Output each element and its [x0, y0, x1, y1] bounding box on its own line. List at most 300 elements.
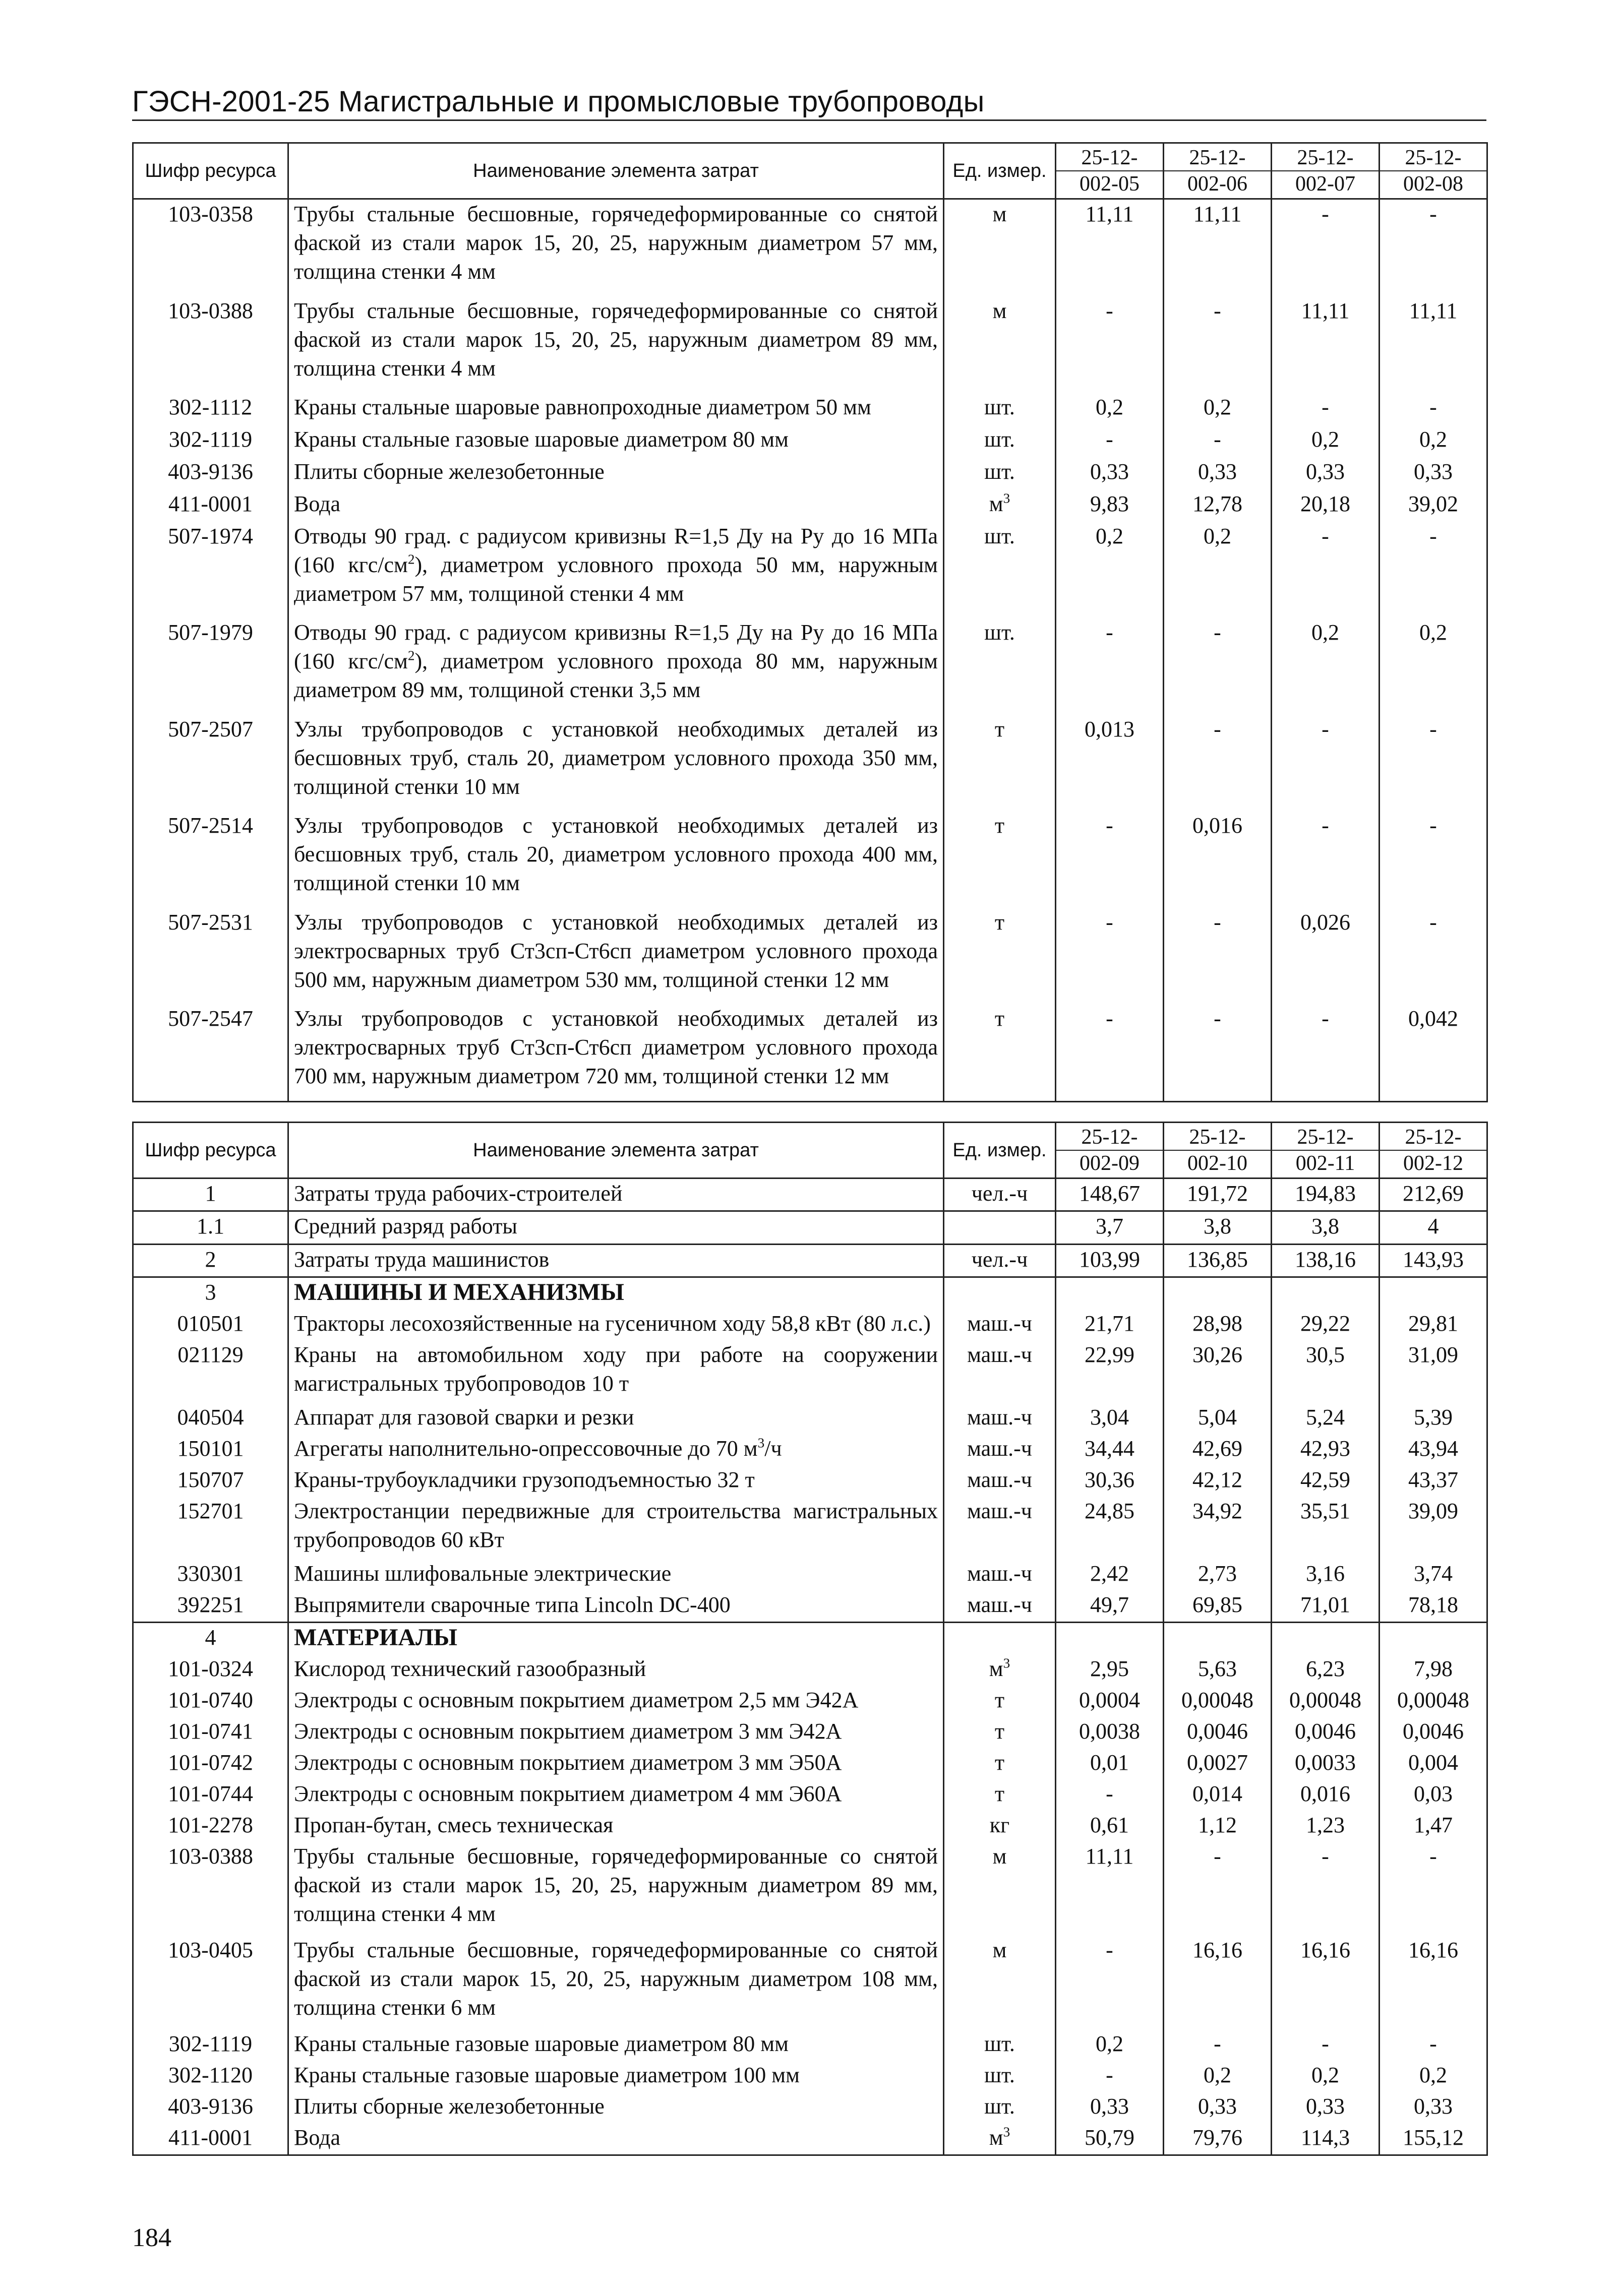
- value-cell: 0,0033: [1272, 1748, 1380, 1779]
- value-cell: -: [1380, 811, 1487, 908]
- value-cell: 16,16: [1164, 1936, 1272, 2029]
- value-cell: -: [1164, 1842, 1272, 1936]
- section-row: [133, 1277, 1487, 1309]
- header-col-07: 25-12- 002-07: [1272, 143, 1380, 199]
- cost-element-name: Трубы стальные бесшовные, горячедеформированные со снятой фаской из стали марок 15, 20, 25, наружным диаметром 108 мм, толщина стенки 6 мм: [288, 1936, 944, 2029]
- table-row: [133, 1811, 1487, 1842]
- value-cell: -: [1056, 1779, 1164, 1811]
- table-body-2: [133, 1178, 1487, 2155]
- unit: маш.-ч: [944, 1559, 1056, 1590]
- table-row: [133, 908, 1487, 1005]
- unit: [944, 1622, 1056, 1654]
- unit: маш.-ч: [944, 1465, 1056, 1497]
- unit: [944, 1277, 1056, 1309]
- value-cell: 6,23: [1272, 1654, 1380, 1686]
- cost-element-name: Машины шлифовальные электрические: [288, 1559, 944, 1590]
- resource-code: 101-0324: [133, 1654, 288, 1686]
- value-cell: 0,33: [1380, 2092, 1487, 2123]
- value-cell: -: [1164, 715, 1272, 812]
- value-cell: 0,026: [1272, 908, 1380, 1005]
- value-cell: -: [1056, 2061, 1164, 2092]
- unit: шт.: [944, 618, 1056, 715]
- table-row: [133, 1654, 1487, 1686]
- value-cell: -: [1056, 1936, 1164, 2029]
- value-cell: -: [1164, 1004, 1272, 1101]
- cost-element-name: Пропан-бутан, смесь техническая: [288, 1811, 944, 1842]
- cost-element-name: МАШИНЫ И МЕХАНИЗМЫ: [288, 1277, 944, 1309]
- value-cell: 42,12: [1164, 1465, 1272, 1497]
- cost-element-name: Вода: [288, 489, 944, 522]
- section-row: [133, 1622, 1487, 1654]
- value-cell: 2,95: [1056, 1654, 1164, 1686]
- table-header-row: [133, 143, 1487, 199]
- value-cell: 34,44: [1056, 1434, 1164, 1465]
- table-row: [133, 1559, 1487, 1590]
- value-cell: 0,33: [1272, 2092, 1380, 2123]
- value-cell: 50,79: [1056, 2123, 1164, 2154]
- value-cell: 1,12: [1164, 1811, 1272, 1842]
- cost-element-name: Узлы трубопроводов с установкой необходимых деталей из бесшовных труб, сталь 20, диаметром условного прохода 400 мм, толщиной стенки 10 мм: [288, 811, 944, 908]
- resource-code: 101-0741: [133, 1717, 288, 1748]
- value-cell: 155,12: [1380, 2123, 1487, 2154]
- value-cell: [1380, 1622, 1487, 1654]
- value-cell: -: [1164, 296, 1272, 393]
- value-cell: -: [1164, 2029, 1272, 2061]
- resource-code: 021129: [133, 1340, 288, 1403]
- cost-element-name: Вода: [288, 2123, 944, 2154]
- unit: т: [944, 1686, 1056, 1717]
- value-cell: 30,5: [1272, 1340, 1380, 1403]
- resource-code: 302-1112: [133, 393, 288, 425]
- table-row: [133, 1748, 1487, 1779]
- resource-code: 1.1: [133, 1211, 288, 1244]
- value-cell: 31,09: [1380, 1340, 1487, 1403]
- table-row: [133, 1590, 1487, 1623]
- resource-code: 150707: [133, 1465, 288, 1497]
- value-cell: 0,016: [1272, 1779, 1380, 1811]
- table-row: [133, 1779, 1487, 1811]
- resource-code: 152701: [133, 1497, 288, 1559]
- resource-code: 392251: [133, 1590, 288, 1623]
- value-cell: 28,98: [1164, 1309, 1272, 1340]
- value-cell: -: [1272, 393, 1380, 425]
- table-row: [133, 811, 1487, 908]
- cost-element-name: Краны стальные газовые шаровые диаметром 80 мм: [288, 2029, 944, 2061]
- value-cell: 16,16: [1380, 1936, 1487, 2029]
- value-cell: 0,61: [1056, 1811, 1164, 1842]
- value-cell: -: [1056, 908, 1164, 1005]
- value-cell: -: [1380, 1842, 1487, 1936]
- value-cell: 79,76: [1164, 2123, 1272, 2154]
- resource-code: 507-2507: [133, 715, 288, 812]
- unit: т: [944, 908, 1056, 1005]
- table-row: [133, 393, 1487, 425]
- value-cell: 12,78: [1164, 489, 1272, 522]
- unit: т: [944, 1779, 1056, 1811]
- value-cell: 0,2: [1272, 618, 1380, 715]
- resource-code: 2: [133, 1244, 288, 1277]
- resource-code: 411-0001: [133, 489, 288, 522]
- cost-table-2: [132, 1122, 1488, 2156]
- value-cell: 0,042: [1380, 1004, 1487, 1101]
- cost-element-name: Краны на автомобильном ходу при работе на сооружении магистральных трубопроводов 10 т: [288, 1340, 944, 1403]
- cost-element-name: Затраты труда машинистов: [288, 1244, 944, 1277]
- unit: $м^3$: [944, 2123, 1056, 2154]
- value-cell: [1056, 1622, 1164, 1654]
- table-body-1: [133, 199, 1487, 1102]
- cost-element-name: Узлы трубопроводов с установкой необходимых деталей из бесшовных труб, сталь 20, диаметром условного прохода 350 мм, толщиной стенки 10 мм: [288, 715, 944, 812]
- cost-element-name: Аппарат для газовой сварки и резки: [288, 1403, 944, 1434]
- value-cell: 0,0046: [1272, 1717, 1380, 1748]
- value-cell: 148,67: [1056, 1178, 1164, 1211]
- resource-code: 101-0740: [133, 1686, 288, 1717]
- resource-code: 302-1120: [133, 2061, 288, 2092]
- value-cell: 5,39: [1380, 1403, 1487, 1434]
- value-cell: 11,11: [1056, 199, 1164, 296]
- cost-element-name: Плиты сборные железобетонные: [288, 2092, 944, 2123]
- unit: чел.-ч: [944, 1244, 1056, 1277]
- value-cell: 0,0027: [1164, 1748, 1272, 1779]
- value-cell: [1272, 1277, 1380, 1309]
- value-cell: 2,73: [1164, 1559, 1272, 1590]
- value-cell: 3,16: [1272, 1559, 1380, 1590]
- resource-code: 507-2514: [133, 811, 288, 908]
- table-row: [133, 2061, 1487, 2092]
- table-row: [133, 1936, 1487, 2029]
- unit: маш.-ч: [944, 1590, 1056, 1623]
- resource-code: 330301: [133, 1559, 288, 1590]
- value-cell: -: [1056, 618, 1164, 715]
- resource-code: 040504: [133, 1403, 288, 1434]
- unit: м: [944, 296, 1056, 393]
- value-cell: -: [1380, 715, 1487, 812]
- unit: м: [944, 1936, 1056, 2029]
- value-cell: 143,93: [1380, 1244, 1487, 1277]
- value-cell: -: [1056, 811, 1164, 908]
- value-cell: 21,71: [1056, 1309, 1164, 1340]
- table-filler-row: [133, 2154, 1487, 2155]
- resource-code: 103-0388: [133, 296, 288, 393]
- header-name: Наименование элемента затрат: [288, 1123, 944, 1178]
- header-unit: Ед. измер.: [944, 1123, 1056, 1178]
- resource-code: 3: [133, 1277, 288, 1309]
- cost-element-name: Тракторы лесохозяйственные на гусеничном ходу 58,8 кВт (80 л.с.): [288, 1309, 944, 1340]
- value-cell: 1,47: [1380, 1811, 1487, 1842]
- value-cell: 5,24: [1272, 1403, 1380, 1434]
- value-cell: 39,09: [1380, 1497, 1487, 1559]
- table-row: [133, 199, 1487, 296]
- cost-element-name: Трубы стальные бесшовные, горячедеформированные со снятой фаской из стали марок 15, 20, 25, наружным диаметром 89 мм, толщина стенки 4 мм: [288, 1842, 944, 1936]
- unit: шт.: [944, 457, 1056, 489]
- value-cell: 34,92: [1164, 1497, 1272, 1559]
- cost-element-name: Краны стальные шаровые равнопроходные диаметром 50 мм: [288, 393, 944, 425]
- resource-code: 103-0358: [133, 199, 288, 296]
- value-cell: 20,18: [1272, 489, 1380, 522]
- value-cell: 42,59: [1272, 1465, 1380, 1497]
- resource-code: 507-2547: [133, 1004, 288, 1101]
- value-cell: 0,33: [1164, 2092, 1272, 2123]
- table-row: [133, 1403, 1487, 1434]
- cost-element-name: Краны-трубоукладчики грузоподъемностью 32 т: [288, 1465, 944, 1497]
- table-row: [133, 296, 1487, 393]
- value-cell: 0,2: [1380, 2061, 1487, 2092]
- value-cell: 0,00048: [1380, 1686, 1487, 1717]
- value-cell: 7,98: [1380, 1654, 1487, 1686]
- value-cell: 0,33: [1272, 457, 1380, 489]
- unit: маш.-ч: [944, 1497, 1056, 1559]
- table-row: [133, 1211, 1487, 1244]
- value-cell: 0,01: [1056, 1748, 1164, 1779]
- cost-element-name: Затраты труда рабочих-строителей: [288, 1178, 944, 1211]
- unit: т: [944, 1748, 1056, 1779]
- table-row: [133, 1465, 1487, 1497]
- value-cell: -: [1056, 296, 1164, 393]
- value-cell: 5,63: [1164, 1654, 1272, 1686]
- value-cell: 49,7: [1056, 1590, 1164, 1623]
- value-cell: -: [1380, 522, 1487, 618]
- table-row: [133, 489, 1487, 522]
- value-cell: 0,016: [1164, 811, 1272, 908]
- unit: шт.: [944, 522, 1056, 618]
- value-cell: -: [1272, 199, 1380, 296]
- value-cell: -: [1164, 618, 1272, 715]
- value-cell: 3,8: [1164, 1211, 1272, 1244]
- value-cell: 114,3: [1272, 2123, 1380, 2154]
- value-cell: [1380, 1277, 1487, 1309]
- value-cell: [1164, 1622, 1272, 1654]
- value-cell: 4: [1380, 1211, 1487, 1244]
- value-cell: 2,42: [1056, 1559, 1164, 1590]
- table-row: [133, 2092, 1487, 2123]
- value-cell: 22,99: [1056, 1340, 1164, 1403]
- value-cell: 30,36: [1056, 1465, 1164, 1497]
- value-cell: 42,93: [1272, 1434, 1380, 1465]
- value-cell: 0,2: [1272, 2061, 1380, 2092]
- cost-element-name: Электроды с основным покрытием диаметром 3 мм Э50А: [288, 1748, 944, 1779]
- header-col-09: 25-12- 002-09: [1056, 1123, 1164, 1178]
- value-cell: 212,69: [1380, 1178, 1487, 1211]
- resource-code: 302-1119: [133, 425, 288, 457]
- table-row: [133, 1340, 1487, 1403]
- resource-code: 507-1974: [133, 522, 288, 618]
- resource-code: 150101: [133, 1434, 288, 1465]
- value-cell: 0,013: [1056, 715, 1164, 812]
- unit: м: [944, 1842, 1056, 1936]
- header-rule: [132, 119, 1486, 121]
- value-cell: 0,0038: [1056, 1717, 1164, 1748]
- value-cell: 103,99: [1056, 1244, 1164, 1277]
- value-cell: 0,00048: [1164, 1686, 1272, 1717]
- table-row: [133, 425, 1487, 457]
- value-cell: 11,11: [1380, 296, 1487, 393]
- resource-code: 302-1119: [133, 2029, 288, 2061]
- value-cell: 43,94: [1380, 1434, 1487, 1465]
- value-cell: 71,01: [1272, 1590, 1380, 1623]
- value-cell: 69,85: [1164, 1590, 1272, 1623]
- table-row: [133, 1004, 1487, 1101]
- value-cell: -: [1380, 393, 1487, 425]
- value-cell: 0,2: [1380, 425, 1487, 457]
- cost-element-name: Узлы трубопроводов с установкой необходимых деталей из электросварных труб Ст3сп-Ст6сп диаметром условного прохода 500 мм, наружным диаметром 530 мм, толщиной стенки 12 мм: [288, 908, 944, 1005]
- value-cell: 9,83: [1056, 489, 1164, 522]
- cost-element-name: Плиты сборные железобетонные: [288, 457, 944, 489]
- value-cell: -: [1272, 715, 1380, 812]
- value-cell: 3,7: [1056, 1211, 1164, 1244]
- value-cell: 0,0046: [1164, 1717, 1272, 1748]
- value-cell: 0,2: [1164, 393, 1272, 425]
- value-cell: -: [1272, 1842, 1380, 1936]
- value-cell: 30,26: [1164, 1340, 1272, 1403]
- resource-code: 403-9136: [133, 457, 288, 489]
- value-cell: [1272, 1622, 1380, 1654]
- resource-code: 1: [133, 1178, 288, 1211]
- resource-code: 507-1979: [133, 618, 288, 715]
- value-cell: -: [1380, 908, 1487, 1005]
- value-cell: -: [1272, 811, 1380, 908]
- value-cell: 0,2: [1056, 393, 1164, 425]
- table-filler-row: [133, 1101, 1487, 1102]
- value-cell: 29,22: [1272, 1309, 1380, 1340]
- cost-element-name: Кислород технический газообразный: [288, 1654, 944, 1686]
- value-cell: 138,16: [1272, 1244, 1380, 1277]
- table-row: [133, 1686, 1487, 1717]
- unit: т: [944, 1004, 1056, 1101]
- cost-element-name: Средний разряд работы: [288, 1211, 944, 1244]
- value-cell: 0,33: [1164, 457, 1272, 489]
- value-cell: 1,23: [1272, 1811, 1380, 1842]
- value-cell: 0,0046: [1380, 1717, 1487, 1748]
- table-row: [133, 2029, 1487, 2061]
- header-unit: Ед. измер.: [944, 143, 1056, 199]
- value-cell: 24,85: [1056, 1497, 1164, 1559]
- table-row: [133, 1497, 1487, 1559]
- value-cell: 0,03: [1380, 1779, 1487, 1811]
- header-code: Шифр ресурса: [133, 1123, 288, 1178]
- table-row: [133, 1244, 1487, 1277]
- value-cell: 35,51: [1272, 1497, 1380, 1559]
- unit: $м^3$: [944, 489, 1056, 522]
- cost-element-name: Электроды с основным покрытием диаметром 2,5 мм Э42А: [288, 1686, 944, 1717]
- unit: шт.: [944, 2061, 1056, 2092]
- unit: шт.: [944, 393, 1056, 425]
- value-cell: 0,2: [1056, 2029, 1164, 2061]
- value-cell: 78,18: [1380, 1590, 1487, 1623]
- header-col-08: 25-12- 002-08: [1380, 143, 1487, 199]
- value-cell: 39,02: [1380, 489, 1487, 522]
- resource-code: 103-0405: [133, 1936, 288, 2029]
- value-cell: 5,04: [1164, 1403, 1272, 1434]
- unit: чел.-ч: [944, 1178, 1056, 1211]
- header-col-11: 25-12- 002-11: [1272, 1123, 1380, 1178]
- cost-element-name: Выпрямители сварочные типа Lincoln DC-400: [288, 1590, 944, 1623]
- value-cell: -: [1164, 908, 1272, 1005]
- value-cell: 191,72: [1164, 1178, 1272, 1211]
- value-cell: 29,81: [1380, 1309, 1487, 1340]
- cost-element-name: Электростанции передвижные для строительства магистральных трубопроводов 60 кВт: [288, 1497, 944, 1559]
- unit: маш.-ч: [944, 1434, 1056, 1465]
- cost-element-name: МАТЕРИАЛЫ: [288, 1622, 944, 1654]
- resource-code: 101-2278: [133, 1811, 288, 1842]
- value-cell: 11,11: [1056, 1842, 1164, 1936]
- unit: маш.-ч: [944, 1340, 1056, 1403]
- table-row: [133, 1842, 1487, 1936]
- value-cell: 43,37: [1380, 1465, 1487, 1497]
- table-header-row: [133, 1123, 1487, 1178]
- value-cell: 3,04: [1056, 1403, 1164, 1434]
- header-col-12: 25-12- 002-12: [1380, 1123, 1487, 1178]
- unit: т: [944, 1717, 1056, 1748]
- unit: шт.: [944, 425, 1056, 457]
- unit: маш.-ч: [944, 1309, 1056, 1340]
- value-cell: 0,2: [1380, 618, 1487, 715]
- value-cell: 0,014: [1164, 1779, 1272, 1811]
- header-code: Шифр ресурса: [133, 143, 288, 199]
- value-cell: -: [1164, 425, 1272, 457]
- cost-element-name: Агрегаты наполнительно-опрессовочные до 70 $м^3/ч$: [288, 1434, 944, 1465]
- value-cell: 16,16: [1272, 1936, 1380, 2029]
- unit: м: [944, 199, 1056, 296]
- value-cell: [1056, 1277, 1164, 1309]
- value-cell: -: [1056, 1004, 1164, 1101]
- table-row: [133, 618, 1487, 715]
- value-cell: 136,85: [1164, 1244, 1272, 1277]
- resource-code: 101-0742: [133, 1748, 288, 1779]
- table-row: [133, 1434, 1487, 1465]
- table-row: [133, 2123, 1487, 2154]
- resource-code: 010501: [133, 1309, 288, 1340]
- cost-element-name: Электроды с основным покрытием диаметром 4 мм Э60А: [288, 1779, 944, 1811]
- cost-element-name: Отводы 90 град. с радиусом кривизны R=1,5 Ду на Ру до 16 МПа (160 кгс/$см^2$), диаметром условного прохода 80 мм, наружным диаметром 89 мм, толщиной стенки 3,5 мм: [288, 618, 944, 715]
- resource-code: 101-0744: [133, 1779, 288, 1811]
- cost-element-name: Электроды с основным покрытием диаметром 3 мм Э42А: [288, 1717, 944, 1748]
- cost-element-name: Краны стальные газовые шаровые диаметром 100 мм: [288, 2061, 944, 2092]
- unit: кг: [944, 1811, 1056, 1842]
- unit: т: [944, 811, 1056, 908]
- value-cell: -: [1272, 2029, 1380, 2061]
- unit: шт.: [944, 2092, 1056, 2123]
- value-cell: -: [1380, 199, 1487, 296]
- value-cell: 0,33: [1056, 457, 1164, 489]
- value-cell: 42,69: [1164, 1434, 1272, 1465]
- resource-code: 507-2531: [133, 908, 288, 1005]
- value-cell: 3,8: [1272, 1211, 1380, 1244]
- value-cell: -: [1272, 1004, 1380, 1101]
- header-col-05: 25-12- 002-05: [1056, 143, 1164, 199]
- cost-element-name: Узлы трубопроводов с установкой необходимых деталей из электросварных труб Ст3сп-Ст6сп диаметром условного прохода 700 мм, наружным диаметром 720 мм, толщиной стенки 12 мм: [288, 1004, 944, 1101]
- table-row: [133, 715, 1487, 812]
- header-col-06: 25-12- 002-06: [1164, 143, 1272, 199]
- page-number: 184: [132, 2223, 171, 2252]
- resource-code: 403-9136: [133, 2092, 288, 2123]
- table-row: [133, 457, 1487, 489]
- value-cell: 0,33: [1056, 2092, 1164, 2123]
- resource-code: 4: [133, 1622, 288, 1654]
- cost-element-name: Трубы стальные бесшовные, горячедеформированные со снятой фаской из стали марок 15, 20, 25, наружным диаметром 57 мм, толщина стенки 4 мм: [288, 199, 944, 296]
- value-cell: 0,2: [1272, 425, 1380, 457]
- unit: маш.-ч: [944, 1403, 1056, 1434]
- table-row: [133, 1178, 1487, 1211]
- value-cell: 0,2: [1164, 2061, 1272, 2092]
- value-cell: 0,2: [1164, 522, 1272, 618]
- table-row: [133, 1309, 1487, 1340]
- value-cell: 3,74: [1380, 1559, 1487, 1590]
- cost-element-name: Краны стальные газовые шаровые диаметром 80 мм: [288, 425, 944, 457]
- value-cell: 194,83: [1272, 1178, 1380, 1211]
- value-cell: 0,004: [1380, 1748, 1487, 1779]
- value-cell: 11,11: [1164, 199, 1272, 296]
- unit: $м^3$: [944, 1654, 1056, 1686]
- unit: т: [944, 715, 1056, 812]
